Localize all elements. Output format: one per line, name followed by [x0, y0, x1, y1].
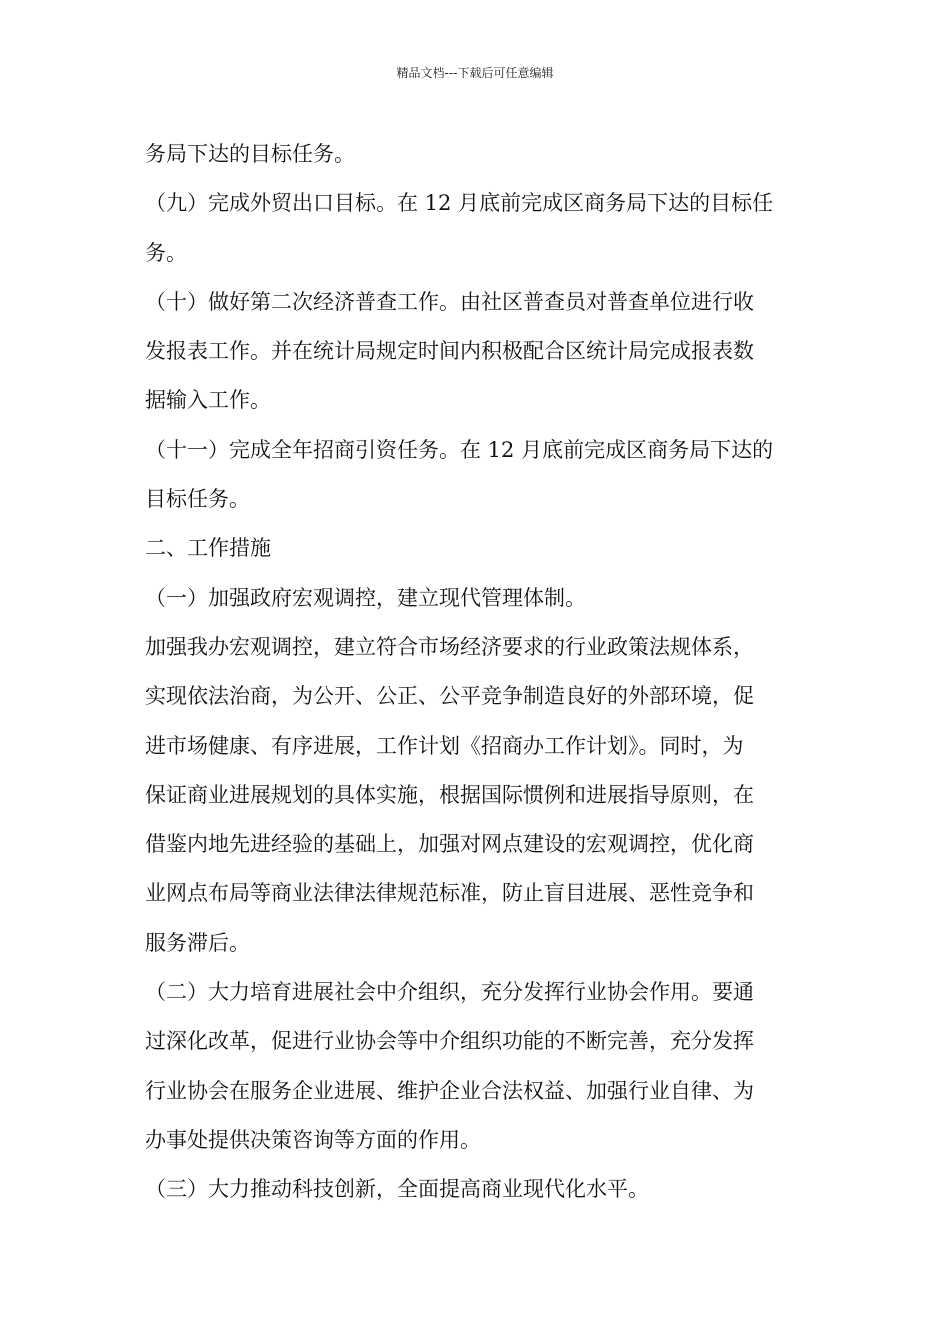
- text-line: 加强我办宏观调控，建立符合市场经济要求的行业政策法规体系，: [145, 634, 754, 659]
- text-line: 发报表工作。并在统计局规定时间内积极配合区统计局完成报表数: [145, 339, 754, 364]
- text-line: 目标任务。: [145, 487, 250, 512]
- text-line: 务。: [145, 240, 187, 265]
- text-line: 行业协会在服务企业进展、维护企业合法权益、加强行业自律、为: [145, 1078, 754, 1103]
- text-line: 业网点布局等商业法律法律规范标准，防止盲目进展、恶性竞争和: [145, 881, 754, 906]
- page-header: 精品文档---下载后可任意编辑: [396, 66, 554, 80]
- text-line: 借鉴内地先进经验的基础上，加强对网点建设的宏观调控，优化商: [145, 832, 754, 857]
- text-line: 服务滞后。: [145, 930, 250, 955]
- text-line: 实现依法治商，为公开、公正、公平竞争制造良好的外部环境，促: [145, 684, 754, 709]
- text-line: （十一）完成全年招商引资任务。在 12 月底前完成区商务局下达的: [145, 437, 774, 462]
- subsection-heading: （三）大力推动科技创新，全面提高商业现代化水平。: [145, 1177, 649, 1202]
- text-line: 办事处提供决策咨询等方面的作用。: [145, 1127, 481, 1152]
- text-line: （二）大力培育进展社会中介组织，充分发挥行业协会作用。要通: [145, 980, 754, 1005]
- section-heading: 二、工作措施: [145, 536, 271, 561]
- text-line: （九）完成外贸出口目标。在 12 月底前完成区商务局下达的目标任: [145, 191, 774, 216]
- text-line: 进市场健康、有序进展，工作计划《招商办工作计划》。同时，为: [145, 733, 744, 758]
- document-body: [145, 130, 807, 1215]
- subsection-heading: （一）加强政府宏观调控，建立现代管理体制。: [145, 585, 586, 610]
- text-line: 据输入工作。: [145, 388, 271, 413]
- text-line: 过深化改革，促进行业协会等中介组织功能的不断完善，充分发挥: [145, 1029, 754, 1054]
- text-line: 保证商业进展规划的具体实施，根据国际惯例和进展指导原则，在: [145, 782, 754, 807]
- text-line: 务局下达的目标任务。: [145, 142, 355, 166]
- text-line: （十）做好第二次经济普查工作。由社区普查员对普查单位进行收: [145, 289, 754, 314]
